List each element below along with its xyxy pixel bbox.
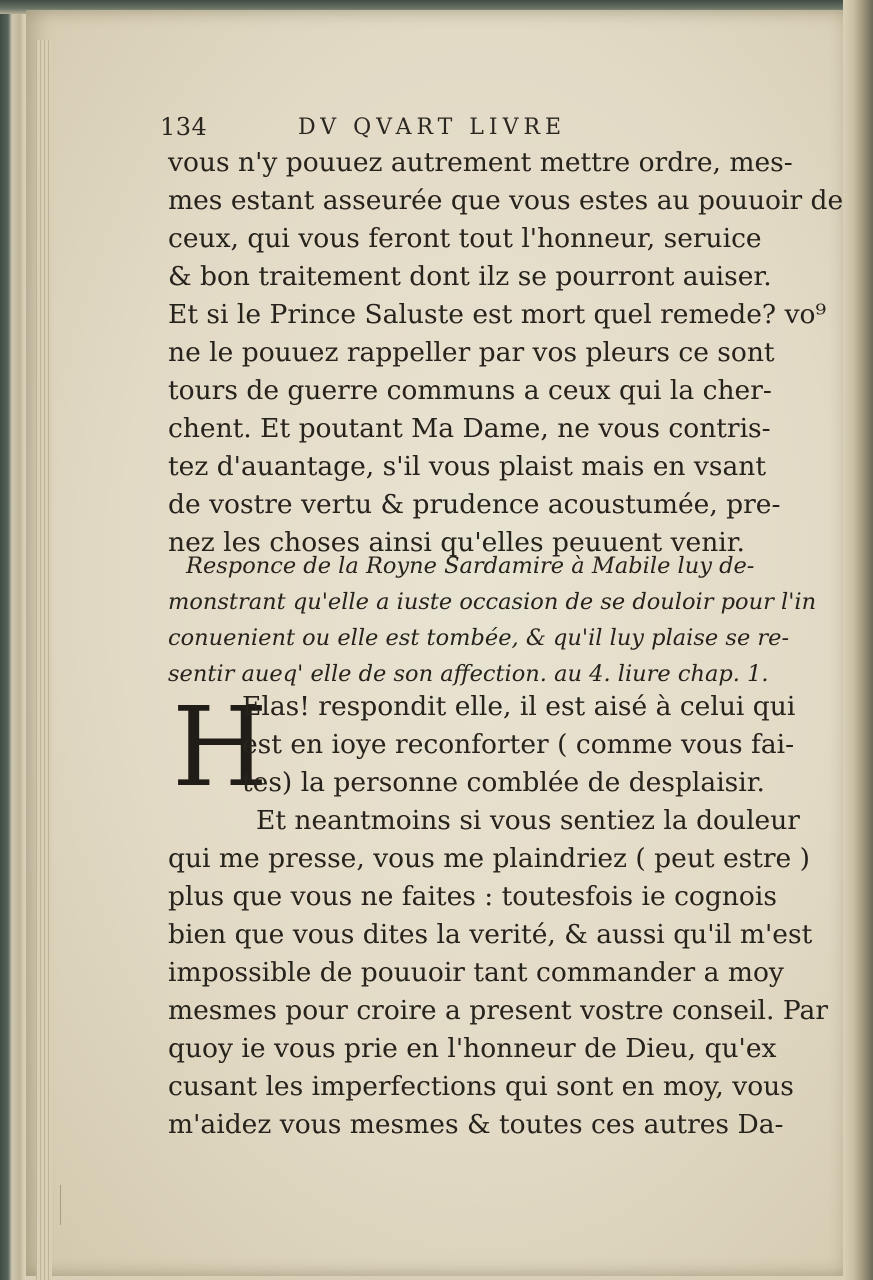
text-line: tez d'auantage, s'il vous plaist mais en vsant	[168, 451, 766, 482]
text-line: tours de guerre communs a ceux qui la cher-	[168, 375, 772, 406]
page-stack-right	[843, 0, 873, 1280]
page-crease	[60, 1185, 69, 1225]
text-line: bien que vous dites la verité, & aussi qu'il m'est	[168, 919, 813, 950]
text-line: tes) la personne comblée de desplaisir.	[242, 767, 765, 798]
text-line: quoy ie vous prie en l'honneur de Dieu, qu'ex	[168, 1033, 777, 1064]
text-line: mesmes pour croire a present vostre conseil. Par	[168, 995, 828, 1026]
page-leaf-edges	[36, 40, 52, 1280]
drop-capital: H	[172, 683, 268, 811]
text-line: nez les choses ainsi qu'elles peuuent venir.	[168, 527, 745, 558]
text-line: impossible de pouuoir tant commander a moy	[168, 957, 784, 988]
paragraph-1	[168, 144, 844, 562]
paragraph-2	[242, 688, 796, 802]
text-line: Et si le Prince Saluste est mort quel remede? vo⁹	[168, 299, 827, 330]
text-line: plus que vous ne faites : toutesfois ie cognois	[168, 881, 777, 912]
text-line: ceux, qui vous feront tout l'honneur, seruice	[168, 223, 762, 254]
rubric-line: Responce de la Royne Sardamire à Mabile luy de-	[186, 553, 755, 579]
running-head: DV QVART LIVRE	[298, 115, 567, 140]
page-number: 134	[160, 113, 208, 141]
text-line: qui me presse, vous me plaindriez ( peut estre )	[168, 843, 811, 874]
rubric-line: sentir aueq' elle de son affection. au 4. liure chap. 1.	[168, 661, 769, 687]
rubric-line: monstrant qu'elle a iuste occasion de se douloir pour l'in	[168, 589, 817, 615]
paragraph-3	[168, 802, 828, 1144]
text-line: vous n'y pouuez autrement mettre ordre, mes-	[168, 147, 793, 178]
text-line: Et neantmoins si vous sentiez la douleur	[256, 805, 800, 836]
chapter-rubric	[168, 548, 817, 692]
text-line: de vostre vertu & prudence acoustumée, pre-	[168, 489, 781, 520]
text-line: ne le pouuez rappeller par vos pleurs ce sont	[168, 337, 775, 368]
text-line: chent. Et poutant Ma Dame, ne vous contris-	[168, 413, 771, 444]
text-line: & bon traitement dont ilz se pourront auiser.	[168, 261, 772, 292]
text-line: mes estant asseurée que vous estes au pouuoir de	[168, 185, 844, 216]
text-line: est en ioye reconforter ( comme vous fai-	[242, 729, 795, 760]
text-line: m'aidez vous mesmes & toutes ces autres Da-	[168, 1109, 784, 1140]
text-line: cusant les imperfections qui sont en moy, vous	[168, 1071, 794, 1102]
rubric-line: conuenient ou elle est tombée, & qu'il luy plaise se re-	[168, 625, 790, 651]
text-line: Elas! respondit elle, il est aisé à celui qui	[242, 691, 796, 722]
